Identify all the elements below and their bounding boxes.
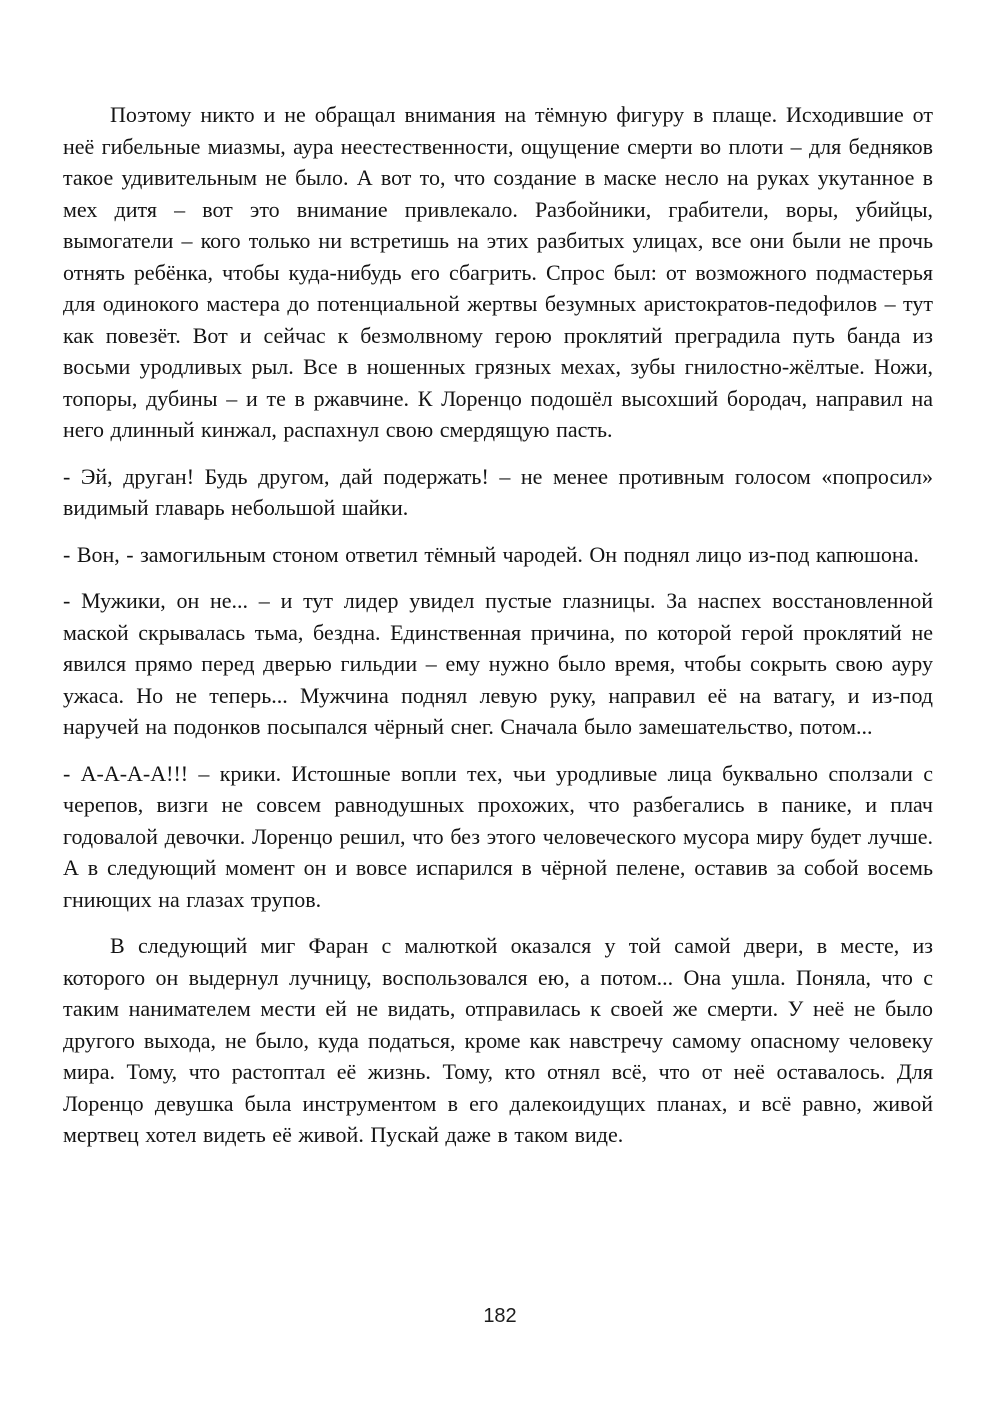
page-number: 182: [483, 1305, 517, 1327]
dialogue-paragraph: - А-А-А-А!!! – крики. Истошные вопли тех, чьи уродливые лица буквально сползали с черепов, визги не совсем равнодушных прохожих, что разбегались в панике, и плач годовалой девочки. Лоренцо решил, что без этого человеческого мусора миру будет лучше. А в следующий момент он и вовсе испарился в чёрной пелене, оставив за собой восемь гниющих на глазах трупов.: [63, 760, 933, 912]
dialogue-paragraph: - Эй, друган! Будь другом, дай подержать! – не менее противным голосом «попросил» видимый главарь небольшой шайки.: [63, 463, 933, 520]
dialogue-paragraph: - Мужики, он не... – и тут лидер увидел пустые глазницы. За наспех восстановленной маской скрывалась тьма, бездна. Единственная причина, по которой герой проклятий не явился прямо перед дверью гильдии – ему нужно было время, чтобы сокрыть свою ауру ужаса. Но не теперь... Мужчина поднял левую руку, направил её на ватагу, и из-под наручей на подонков посыпался чёрный снег. Сначала было замешательство, потом...: [63, 588, 933, 739]
dialogue-paragraph: - Вон, - замогильным стоном ответил тёмный чародей. Он поднял лицо из-под капюшона.: [63, 541, 919, 567]
text-block: [63, 99, 933, 1166]
body-paragraph: Поэтому никто и не обращал внимания на тёмную фигуру в плаще. Исходившие от неё гибельные миазмы, аура неестественности, ощущение смерти во плоти – для бедняков такое удивительным не было. А вот то, что создание в маске несло на руках укутанное в мех дитя – вот это внимание привлекало. Разбойники, грабители, воры, убийцы, вымогатели – кого только ни встретишь на этих разбитых улицах, все они были не прочь отнять ребёнка, чтобы куда-нибудь его сбагрить. Спрос был: от возможного подмастерья для одинокого мастера до потенциальной жертвы безумных аристократов-педофилов – тут как повезёт. Вот и сейчас к безмолвному герою проклятий преградила путь банда из восьми уродливых рыл. Все в ношенных грязных мехах, зубы гнилостно-жёлтые. Ножи, топоры, дубины – и те в ржавчине. К Лоренцо подошёл высохший бородач, направил на него длинный кинжал, распахнул свою смердящую пасть.: [63, 102, 933, 442]
body-paragraph: В следующий миг Фаран с малюткой оказался у той самой двери, в месте, из которого он выдернул лучницу, воспользовался ею, а потом... Она ушла. Поняла, что с таким нанимателем мести ей не видать, отправилась к своей же смерти. У неё не было другого выхода, не было, куда податься, кроме как навстречу самому опасному человеку мира. Тому, что растоптал её жизнь. Тому, кто отнял всё, что от неё оставалось. Для Лоренцо девушка была инструментом в его далекоидущих планах, и всё равно, живой мертвец хотел видеть её живой. Пускай даже в таком виде.: [63, 933, 933, 1147]
